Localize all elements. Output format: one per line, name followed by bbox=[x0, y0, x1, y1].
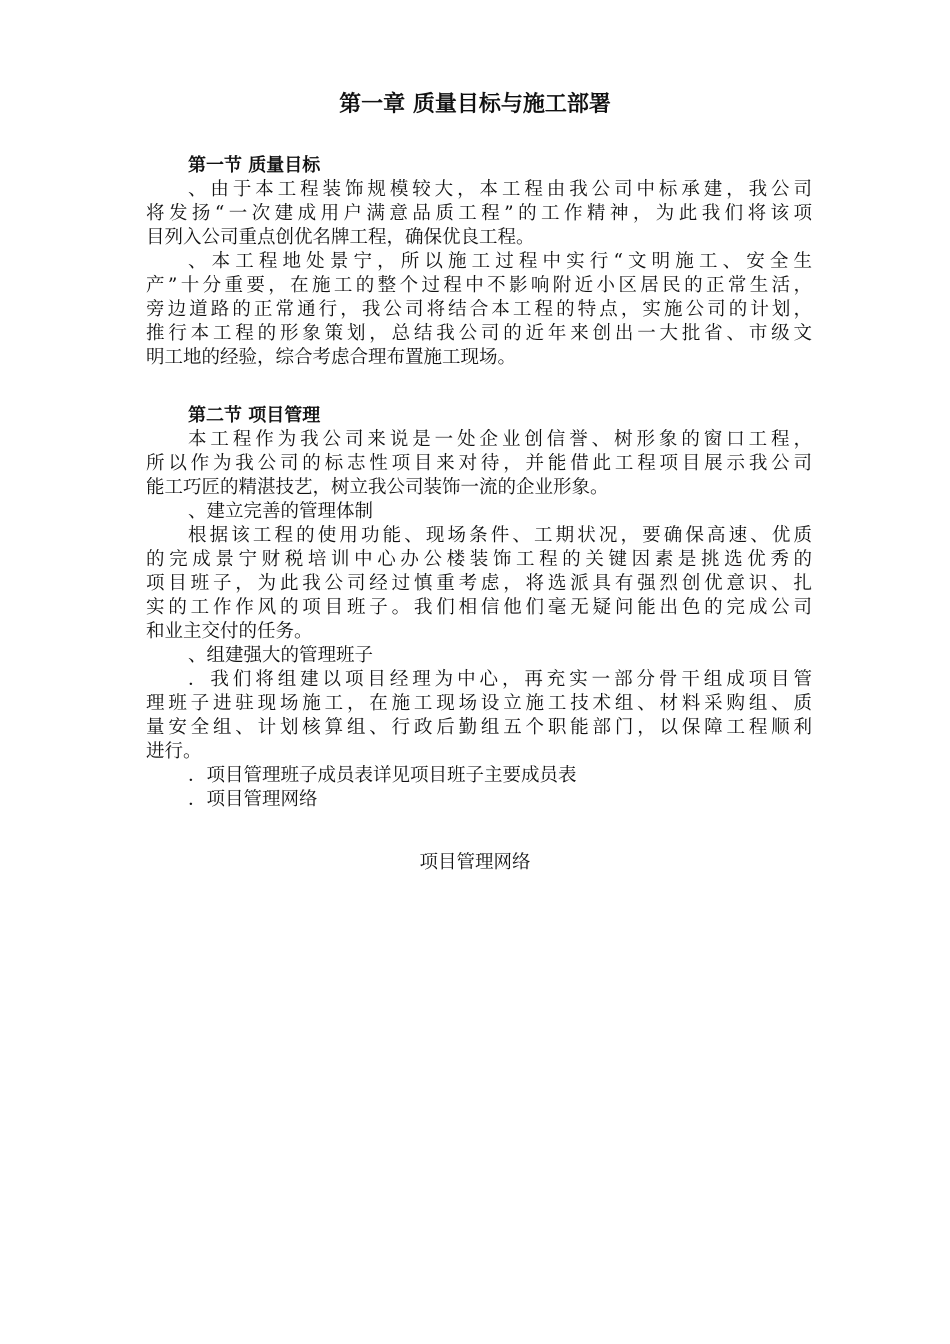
section-title: 第二节 项目管理 bbox=[188, 405, 321, 426]
subheading-line: 、建立完善的管理体制 bbox=[188, 501, 374, 522]
list-item: ．项目管理班子成员表详见项目班子主要成员表 bbox=[188, 765, 577, 786]
paragraph-line: 实的工作作风的项目班子。我们相信他们毫无疑问能出色的完成公司 bbox=[146, 597, 812, 618]
paragraph-line: 目列入公司重点创优名牌工程，确保优良工程。 bbox=[146, 227, 535, 248]
paragraph-line: 项目班子，为此我公司经过慎重考虑，将选派具有强烈创优意识、扎 bbox=[146, 573, 812, 594]
figure-caption: 项目管理网络 bbox=[419, 852, 531, 873]
paragraph-line: 旁边道路的正常通行，我公司将结合本工程的特点，实施公司的计划， bbox=[146, 299, 812, 320]
paragraph-line: 的完成景宁财税培训中心办公楼装饰工程的关键因素是挑选优秀的 bbox=[146, 549, 812, 570]
paragraph-line: 所以作为我公司的标志性项目来对待，并能借此工程项目展示我公司 bbox=[146, 453, 812, 474]
paragraph-line: 能工巧匠的精湛技艺，树立我公司装饰一流的企业形象。 bbox=[146, 477, 609, 498]
paragraph-line: 、由于本工程装饰规模较大，本工程由我公司中标承建，我公司 bbox=[188, 179, 812, 200]
paragraph-line: 、本工程地处景宁，所以施工过程中实行“文明施工、安全生 bbox=[188, 251, 812, 272]
paragraph-line: 本工程作为我公司来说是一处企业创信誉、树形象的窗口工程， bbox=[188, 429, 812, 450]
paragraph-line: 理班子进驻现场施工，在施工现场设立施工技术组、材料采购组、质 bbox=[146, 693, 812, 714]
section-project-management bbox=[146, 404, 812, 812]
paragraph-line: 推行本工程的形象策划，总结我公司的近年来创出一大批省、市级文 bbox=[146, 323, 812, 344]
paragraph-line: 和业主交付的任务。 bbox=[146, 621, 313, 642]
paragraph-line: 量安全组、计划核算组、行政后勤组五个职能部门，以保障工程顺利 bbox=[146, 717, 812, 738]
paragraph-line: 进行。 bbox=[146, 741, 202, 762]
paragraph-line: 产”十分重要，在施工的整个过程中不影响附近小区居民的正常生活， bbox=[146, 275, 812, 296]
chapter-title: 第一章 质量目标与施工部署 bbox=[339, 92, 611, 117]
paragraph-line: ．我们将组建以项目经理为中心，再充实一部分骨干组成项目管 bbox=[188, 669, 812, 690]
subheading-line: 、组建强大的管理班子 bbox=[188, 645, 374, 666]
paragraph-line: 明工地的经验，综合考虑合理布置施工现场。 bbox=[146, 347, 517, 368]
section-title: 第一节 质量目标 bbox=[188, 155, 321, 176]
paragraph-line: 根据该工程的使用功能、现场条件、工期状况，要确保高速、优质 bbox=[188, 525, 812, 546]
paragraph-line: 将发扬“一次建成用户满意品质工程”的工作精神，为此我们将该项 bbox=[146, 203, 812, 224]
section-quality-goals bbox=[146, 154, 812, 370]
list-item: ．项目管理网络 bbox=[188, 789, 318, 810]
